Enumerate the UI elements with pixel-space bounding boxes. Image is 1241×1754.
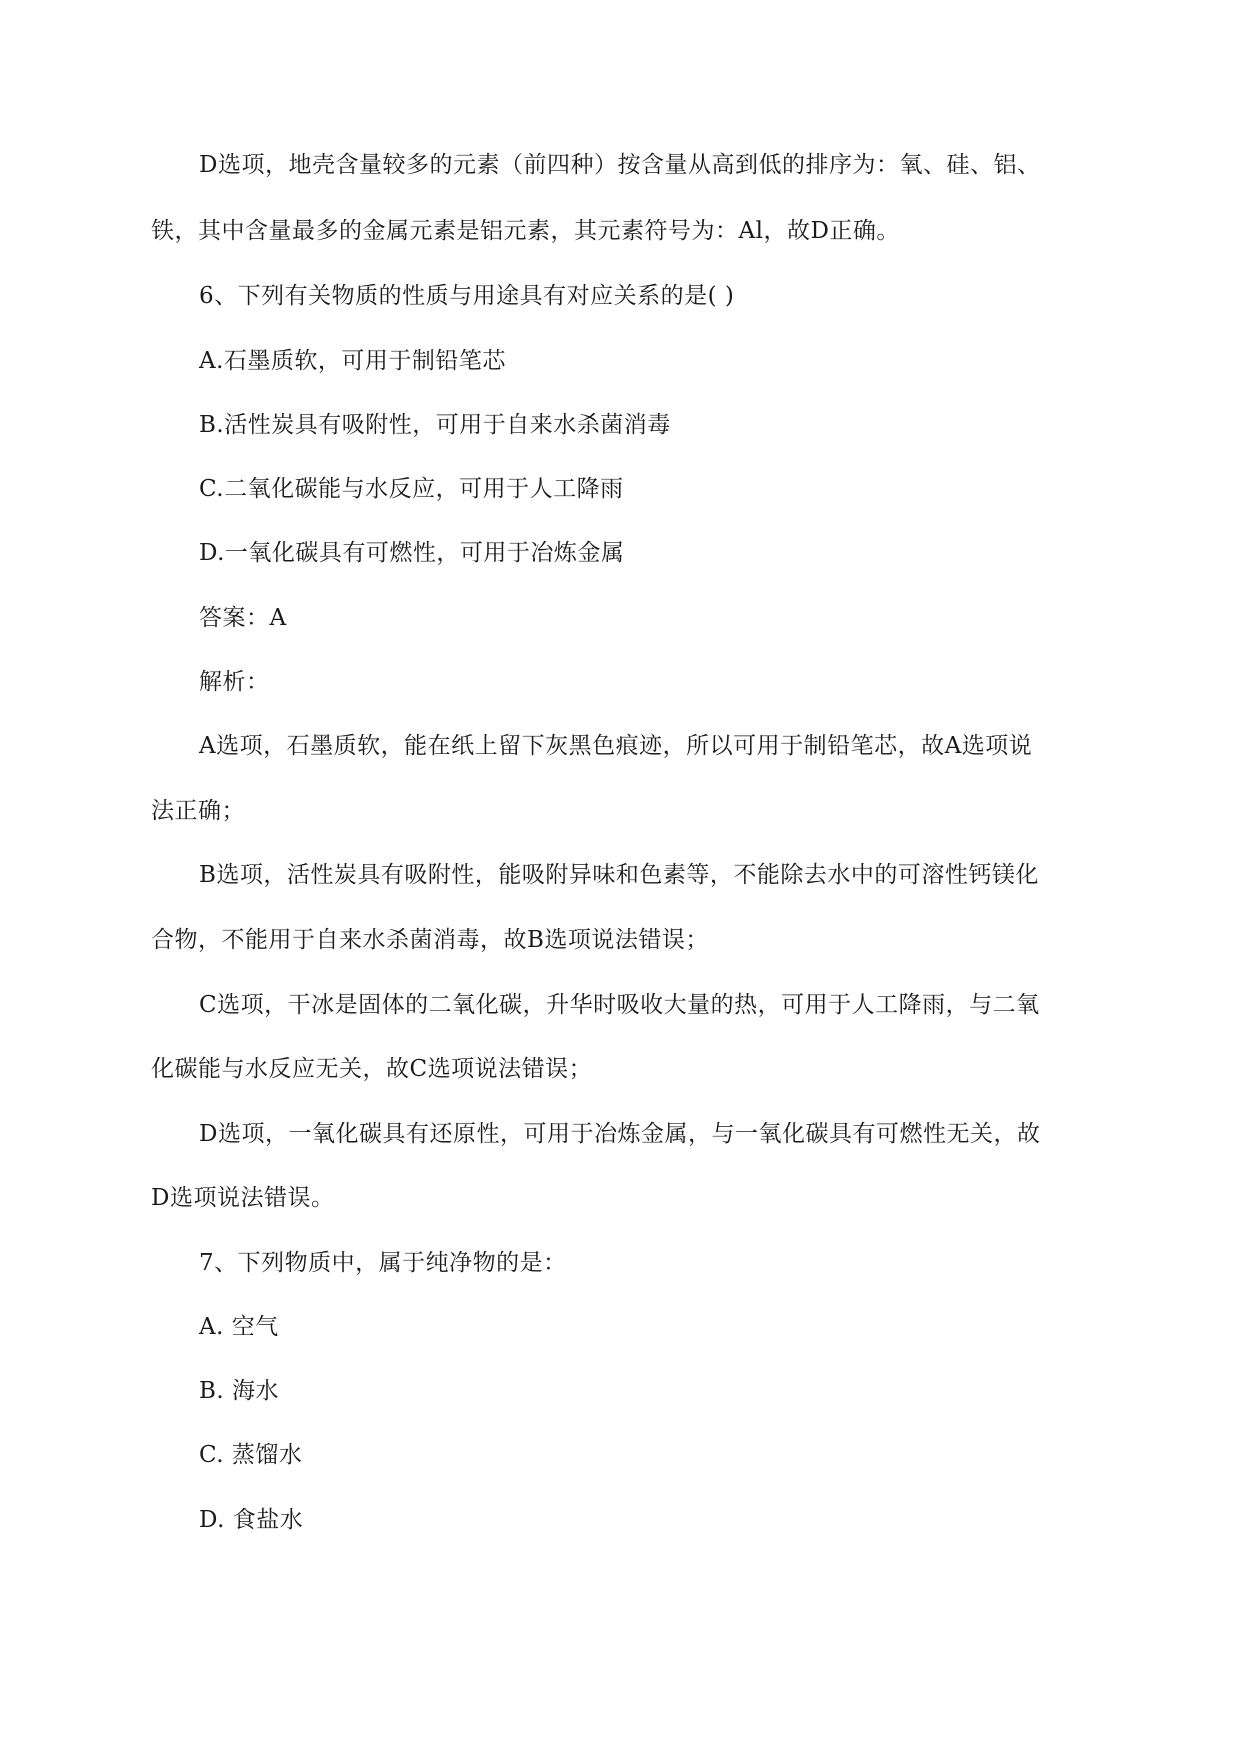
analysis-d-line-2: 铁，其中含量最多的金属元素是铝元素，其元素符号为：Al，故D正确。 [151,218,900,244]
question-7-stem: 7、下列物质中，属于纯净物的是： [199,1250,567,1276]
question-7-option-a: A. 空气 [199,1314,279,1340]
analysis-d2-line-2: D选项说法错误。 [151,1185,335,1211]
question-7-option-d: D. 食盐水 [199,1507,304,1533]
analysis-d-line-1: D选项，地壳含量较多的元素（前四种）按含量从高到低的排序为：氧、硅、铝、 [199,152,1041,178]
analysis-c-line-2: 化碳能与水反应无关，故C选项说法错误； [151,1056,593,1082]
question-6-analysis-heading: 解析： [199,669,270,695]
question-7-option-c: C. 蒸馏水 [199,1442,303,1468]
analysis-b-line-2: 合物，不能用于自来水杀菌消毒，故B选项说法错误； [151,927,709,953]
question-6-answer: 答案：A [199,605,287,631]
question-7-option-b: B. 海水 [199,1378,280,1404]
analysis-a-line-2: 法正确； [151,798,245,824]
question-6-option-d: D.一氧化碳具有可燃性，可用于冶炼金属 [199,540,625,566]
analysis-b-line-1: B选项，活性炭具有吸附性，能吸附异味和色素等，不能除去水中的可溶性钙镁化 [199,862,1039,888]
question-6-option-a: A.石墨质软，可用于制铅笔芯 [199,348,506,374]
question-6-stem: 6、下列有关物质的性质与用途具有对应关系的是( ) [199,283,735,309]
analysis-a-line-1: A选项，石墨质软，能在纸上留下灰黑色痕迹，所以可用于制铅笔芯，故A选项说 [199,733,1033,759]
analysis-c-line-1: C选项，干冰是固体的二氧化碳，升华时吸收大量的热，可用于人工降雨，与二氧 [199,992,1040,1018]
question-6-option-b: B.活性炭具有吸附性，可用于自来水杀菌消毒 [199,412,671,438]
question-6-option-c: C.二氧化碳能与水反应，可用于人工降雨 [199,476,624,502]
analysis-d2-line-1: D选项，一氧化碳具有还原性，可用于冶炼金属，与一氧化碳具有可燃性无关，故 [199,1121,1041,1147]
